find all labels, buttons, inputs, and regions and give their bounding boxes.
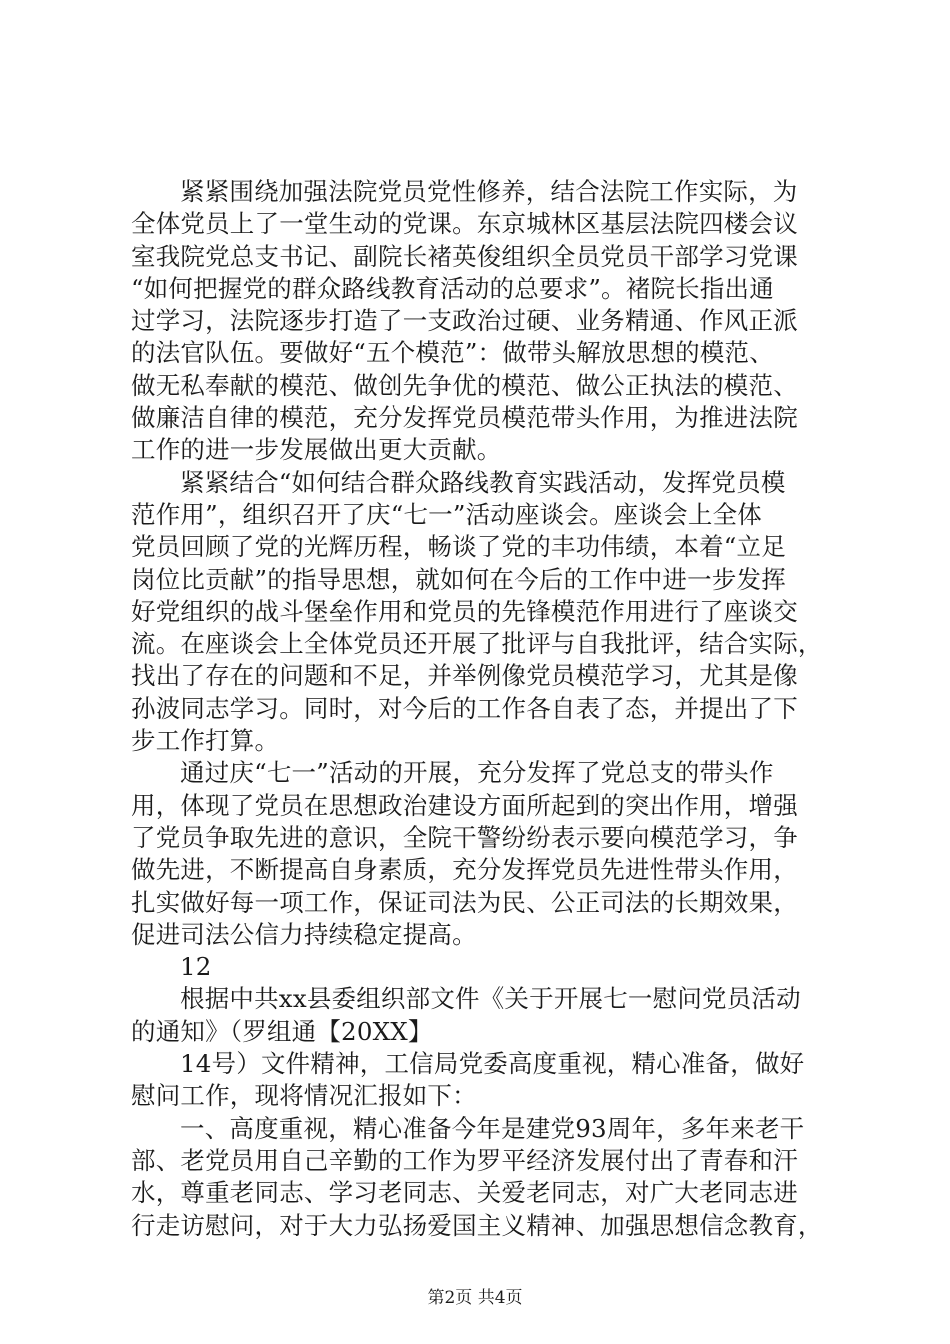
document-body — [131, 176, 831, 1242]
text-line: 孙波同志学习。同时，对今后的工作各自表了态，并提出了下 — [131, 693, 798, 723]
text-line: 行走访慰问，对于大力弘扬爱国主义精神、加强思想信念教育， — [131, 1210, 823, 1240]
text-line: 范作用”，组织召开了庆“七一”活动座谈会。座谈会上全体 — [131, 499, 762, 529]
text-line: 全体党员上了一堂生动的党课。东京城林区基层法院四楼会议 — [131, 209, 798, 239]
text-line: 紧紧结合“如何结合群众路线教育实践活动，发挥党员模 — [180, 467, 786, 497]
section-number: 12 — [180, 952, 212, 982]
text-line: 扎实做好每一项工作，保证司法为民、公正司法的长期效果， — [131, 887, 798, 917]
text-line: 用，体现了党员在思想政治建设方面所起到的突出作用，增强 — [131, 790, 798, 820]
text-line: 过学习，法院逐步打造了一支政治过硬、业务精通、作风正派 — [131, 306, 798, 336]
text-line: 促进司法公信力持续稳定提高。 — [131, 919, 477, 949]
text-line: 了党员争取先进的意识，全院干警纷纷表示要向模范学习，争 — [131, 822, 798, 852]
text-line: 做廉洁自律的模范，充分发挥党员模范带头作用，为推进法院 — [131, 403, 798, 433]
text-line: 通过庆“七一”活动的开展，充分发挥了党总支的带头作 — [180, 758, 774, 788]
text-line: 党员回顾了党的光辉历程，畅谈了党的丰功伟绩，本着“立足 — [131, 532, 786, 562]
text-line: 岗位比贡献”的指导思想，就如何在今后的工作中进一步发挥 — [131, 564, 786, 594]
text-line: 找出了存在的问题和不足，并举例像党员模范学习，尤其是像 — [131, 661, 798, 691]
text-line: 做先进，不断提高自身素质，充分发挥党员先进性带头作用， — [131, 855, 798, 885]
page-number-label: 第2页 共4页 — [427, 1288, 523, 1308]
text-line: 根据中共xx县委组织部文件《关于开展七一慰问党员活动 — [180, 984, 801, 1014]
text-line: 一、高度重视，精心准备今年是建党93周年，多年来老干 — [180, 1113, 805, 1143]
text-line: “如何把握党的群众路线教育活动的总要求”。褚院长指出通 — [131, 273, 774, 303]
text-line: 步工作打算。 — [131, 726, 280, 756]
text-line: 部、老党员用自己辛勤的工作为罗平经济发展付出了青春和汗 — [131, 1145, 798, 1175]
text-line: 的通知》（罗组通【20XX】 — [131, 1016, 433, 1046]
text-line: 好党组织的战斗堡垒作用和党员的先锋模范作用进行了座谈交 — [131, 596, 798, 626]
text-line: 做无私奉献的模范、做创先争优的模范、做公正执法的模范、 — [131, 370, 798, 400]
text-line: 慰问工作，现将情况汇报如下： — [131, 1081, 477, 1111]
text-line: 的法官队伍。要做好“五个模范”：做带头解放思想的模范、 — [131, 338, 774, 368]
text-line: 工作的进一步发展做出更大贡献。 — [131, 435, 502, 465]
text-line: 紧紧围绕加强法院党员党性修养，结合法院工作实际，为 — [180, 177, 798, 206]
text-line: 14号）文件精神，工信局党委高度重视，精心准备，做好 — [180, 1049, 805, 1079]
text-line: 流。在座谈会上全体党员还开展了批评与自我批评，结合实际， — [131, 629, 823, 659]
text-line: 室我院党总支书记、副院长褚英俊组织全员党员干部学习党课 — [131, 241, 798, 271]
text-line: 水，尊重老同志、学习老同志、关爱老同志，对广大老同志进 — [131, 1178, 798, 1208]
page-footer — [0, 1287, 950, 1309]
